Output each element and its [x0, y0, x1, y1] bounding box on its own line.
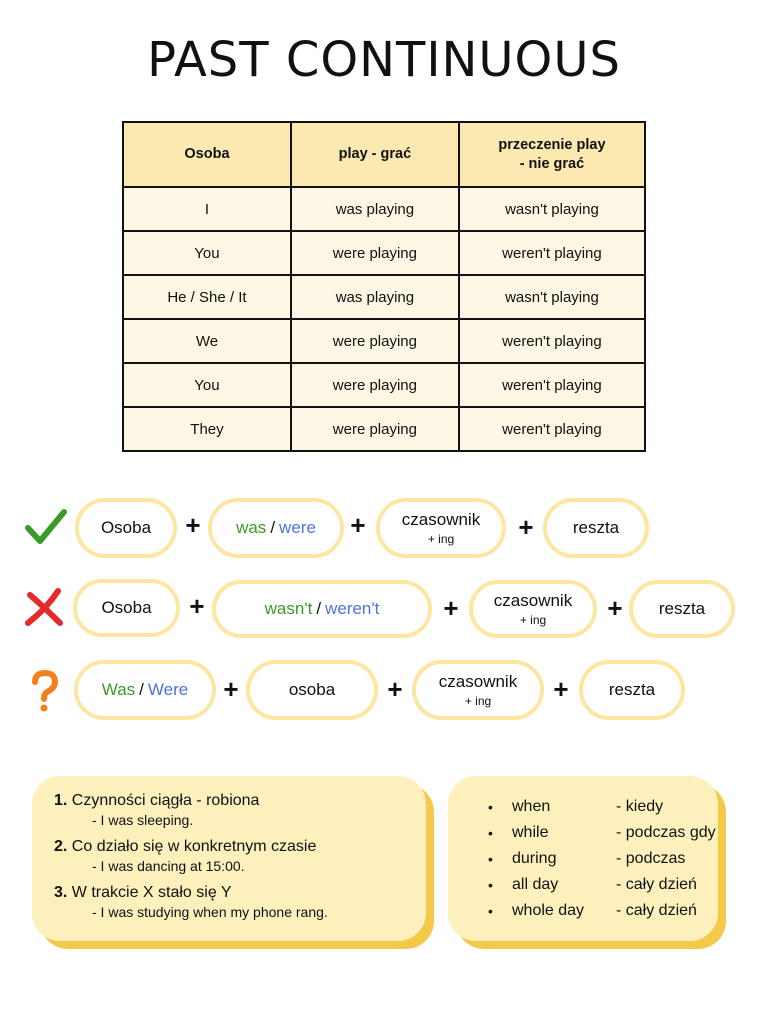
usage-example: - I was studying when my phone rang.	[92, 904, 328, 920]
verb-suffix: + ing	[519, 613, 547, 627]
auxiliary-pill	[212, 580, 432, 638]
plus-sign: +	[518, 512, 534, 542]
table-cell: wasn't playing	[459, 275, 645, 319]
usage-number: 2.	[54, 838, 68, 855]
slash: /	[270, 518, 276, 537]
table-row	[123, 187, 645, 231]
aux-was: was	[236, 518, 267, 537]
cross-icon	[24, 587, 66, 629]
table-cell: I	[123, 187, 291, 231]
table-cell: weren't playing	[459, 231, 645, 275]
time-word-en: whole day	[512, 902, 585, 919]
table-header-cell: Osoba	[123, 122, 291, 187]
conjugation-table	[122, 121, 646, 452]
usage-item	[54, 838, 426, 874]
usage-item	[54, 884, 426, 920]
plus-sign: +	[387, 674, 403, 704]
list-item	[488, 872, 718, 898]
check-icon	[25, 508, 67, 546]
verb-suffix: + ing	[427, 532, 455, 546]
usage-text: Czynności ciągła - robiona	[71, 792, 260, 809]
table-row	[123, 363, 645, 407]
table-cell: They	[123, 407, 291, 451]
list-item	[488, 820, 718, 846]
table-cell: He / She / It	[123, 275, 291, 319]
time-word-en: while	[512, 824, 549, 841]
negative-formula	[0, 579, 768, 639]
rest-label: reszta	[658, 599, 706, 618]
question-icon	[30, 670, 60, 712]
rest-label: reszta	[608, 680, 656, 699]
aux-werent: weren't	[325, 599, 380, 618]
table-cell: were playing	[291, 319, 459, 363]
usage-item	[54, 792, 426, 828]
bullet: •	[488, 851, 493, 867]
affirmative-formula	[0, 498, 768, 558]
time-word-pl: - podczas	[616, 850, 686, 867]
time-word-pl: - cały dzień	[616, 876, 697, 893]
table-row	[123, 319, 645, 363]
verb-pill	[376, 498, 506, 558]
auxiliary-pill	[74, 660, 216, 720]
plus-sign: +	[443, 593, 459, 623]
table-header-cell: play - grać	[291, 122, 459, 187]
table-row	[123, 231, 645, 275]
time-word-pl: - podczas gdy	[616, 824, 716, 841]
bullet: •	[488, 903, 493, 919]
subject-pill	[246, 660, 378, 720]
rest-pill	[543, 498, 649, 558]
subject-label: Osoba	[101, 598, 152, 617]
rest-pill	[579, 660, 685, 720]
table-cell: weren't playing	[459, 407, 645, 451]
rest-pill	[629, 580, 735, 638]
table-cell: weren't playing	[459, 319, 645, 363]
subject-pill	[73, 579, 180, 637]
list-item	[488, 794, 718, 820]
usage-example: - I was sleeping.	[92, 812, 194, 828]
table-cell: weren't playing	[459, 363, 645, 407]
table-cell: You	[123, 363, 291, 407]
plus-sign: +	[553, 674, 569, 704]
verb-label: czasownik	[401, 510, 481, 529]
subject-pill	[75, 498, 177, 558]
plus-sign: +	[350, 510, 366, 540]
list-item	[488, 846, 718, 872]
table-cell: were playing	[291, 363, 459, 407]
table-row	[123, 275, 645, 319]
verb-label: czasownik	[438, 672, 518, 691]
aux-was: Was	[101, 680, 136, 699]
table-cell: were playing	[291, 407, 459, 451]
verb-pill	[412, 660, 544, 720]
usage-text: Co działo się w konkretnym czasie	[71, 838, 317, 855]
table-cell: was playing	[291, 275, 459, 319]
plus-sign: +	[223, 674, 239, 704]
bullet: •	[488, 825, 493, 841]
time-word-en: during	[512, 850, 557, 867]
time-word-en: all day	[512, 876, 559, 893]
aux-were: were	[279, 518, 316, 537]
slash: /	[316, 599, 322, 618]
subject-label: Osoba	[100, 518, 152, 537]
list-item	[488, 898, 718, 924]
aux-wasnt: wasn't	[264, 599, 313, 618]
page-title: PAST CONTINUOUS	[147, 32, 621, 88]
time-word-pl: - cały dzień	[616, 902, 697, 919]
auxiliary-pill	[208, 498, 344, 558]
time-word-en: when	[512, 798, 551, 815]
verb-pill	[469, 580, 597, 638]
table-cell: wasn't playing	[459, 187, 645, 231]
plus-sign: +	[185, 510, 201, 540]
rest-label: reszta	[572, 518, 620, 537]
time-words-box	[448, 776, 718, 941]
usage-box	[32, 776, 426, 941]
usage-number: 1.	[54, 792, 68, 809]
time-word-pl: - kiedy	[616, 798, 664, 815]
table-cell: was playing	[291, 187, 459, 231]
table-header-cell: przeczenie play - nie grać	[459, 122, 645, 187]
slash: /	[139, 680, 144, 699]
question-formula	[0, 660, 768, 720]
time-words-list	[488, 794, 718, 924]
subject-label: osoba	[288, 680, 336, 699]
table-header-row	[123, 122, 645, 187]
verb-label: czasownik	[493, 591, 573, 610]
usage-example: - I was dancing at 15:00.	[92, 858, 245, 874]
table-row	[123, 407, 645, 451]
table-cell: were playing	[291, 231, 459, 275]
plus-sign: +	[607, 593, 623, 623]
table-cell: We	[123, 319, 291, 363]
bullet: •	[488, 799, 493, 815]
table-cell: You	[123, 231, 291, 275]
aux-were: Were	[147, 680, 189, 699]
usage-text: W trakcie X stało się Y	[71, 884, 232, 901]
bullet: •	[488, 877, 493, 893]
usage-number: 3.	[54, 884, 68, 901]
plus-sign: +	[189, 591, 205, 621]
verb-suffix: + ing	[464, 694, 492, 708]
